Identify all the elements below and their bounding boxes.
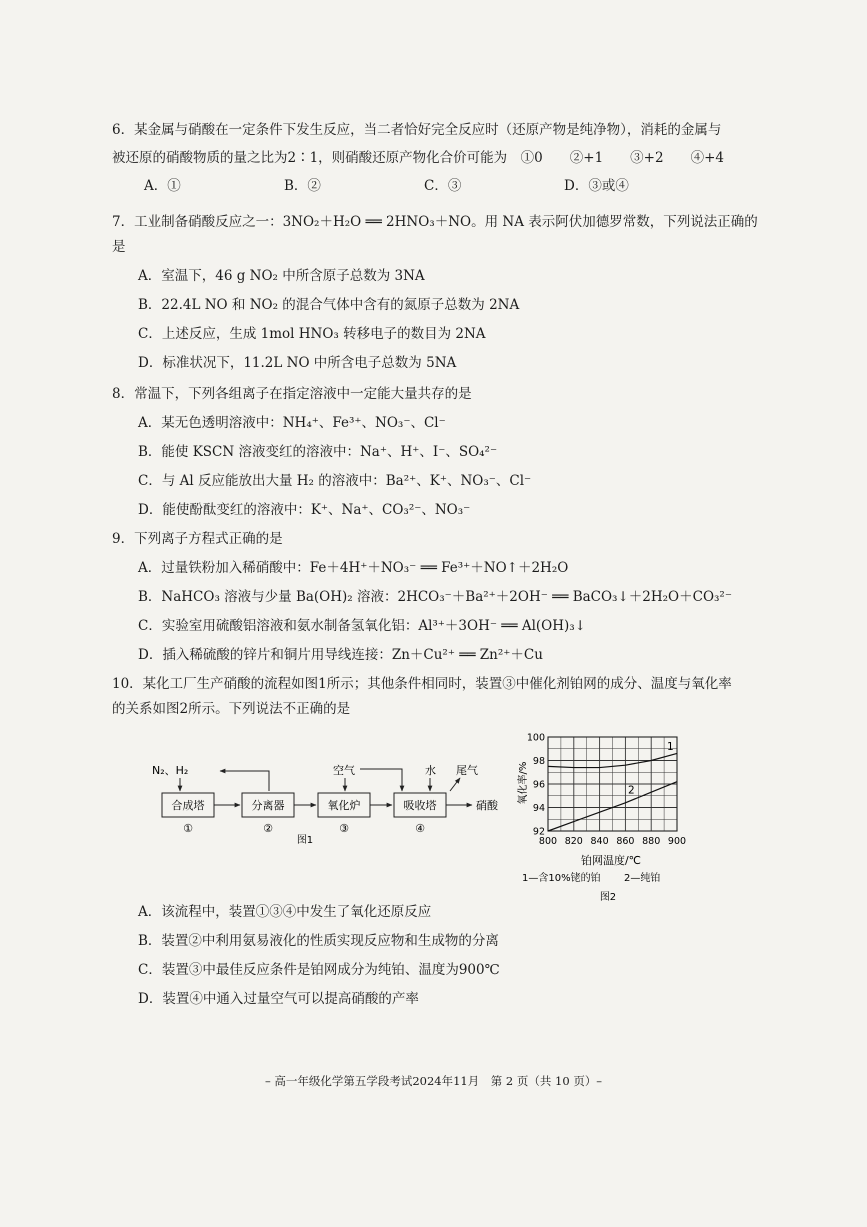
recycle-arrow (220, 771, 269, 791)
q6-options (112, 174, 762, 199)
tail-gas-arrow (450, 778, 460, 791)
page-footer: – 高一年级化学第五学段考试2024年11月 第 2 页（共 10 页）– (264, 1074, 603, 1088)
oxidizer-label: 氧化炉 (327, 799, 361, 812)
q7-stem-line1: 7．工业制备硝酸反应之一：3NO₂＋H₂O ══ 2HNO₃＋NO。用 NA 表示阿伏加德罗常数，下列说法正确的 (112, 214, 758, 230)
chart-x-tick-label: 840 (590, 836, 609, 847)
q10-stem-line2: 的关系如图2所示。下列说法不正确的是 (112, 701, 351, 717)
q7-option-c[interactable]: C．上述反应，生成 1mol HNO₃ 转移电子的数目为 2NA (138, 326, 486, 342)
figure-1-caption: 图1 (296, 835, 314, 846)
synthesis-tower-label: 合成塔 (171, 799, 205, 812)
q9-stem: 9．下列离子方程式正确的是 (112, 531, 283, 547)
q9-option-d[interactable]: D．插入稀硫酸的锌片和铜片用导线连接：Zn＋Cu²⁺ ══ Zn²⁺＋Cu (138, 647, 543, 663)
question-8 (112, 382, 762, 523)
chart-y-tick-label: 96 (532, 779, 545, 791)
chart-x-tick-label: 800 (538, 836, 558, 847)
q6-option-d[interactable]: D．③或④ (564, 178, 629, 194)
q8-option-a[interactable]: A．某无色透明溶液中：NH₄⁺、Fe³⁺、NO₃⁻、Cl⁻ (138, 415, 446, 431)
q10-option-c[interactable]: C．装置③中最佳反应条件是铂网成分为纯铂、温度为900℃ (138, 962, 500, 978)
chart-x-tick-label: 820 (564, 836, 583, 847)
q7-option-d[interactable]: D．标准状况下，11.2L NO 中所含电子总数为 5NA (138, 355, 457, 371)
chart-x-axis-label: 铂网温度/℃ (580, 854, 642, 867)
chart-legend-2: 2—纯铂 (624, 873, 661, 884)
q6-stem-line2: 被还原的硝酸物质的量之比为2∶1，则硝酸还原产物化合价可能为 ①0 ②+1 ③+2 ④+4 (112, 150, 724, 166)
absorber-label: 吸收塔 (403, 799, 437, 812)
q8-stem: 8．常温下，下列各组离子在指定溶液中一定能大量共存的是 (112, 386, 472, 402)
n2h2-label: N₂、H₂ (152, 764, 189, 777)
device-number-4: ④ (415, 822, 425, 835)
question-6 (112, 118, 762, 199)
q10-option-d[interactable]: D．装置④中通入过量空气可以提高硝酸的产率 (138, 991, 419, 1007)
q10-stem-line1: 10．某化工厂生产硝酸的流程如图1所示；其他条件相同时，装置③中催化剂铂网的成分、温度与氧化率 (112, 676, 732, 692)
q8-option-b[interactable]: B．能使 KSCN 溶液变红的溶液中：Na⁺、H⁺、I⁻、SO₄²⁻ (138, 444, 498, 460)
q10-option-b[interactable]: B．装置②中利用氨易液化的性质实现反应物和生成物的分离 (138, 933, 499, 949)
q6-option-b[interactable]: B．② (284, 178, 321, 194)
q6-option-a[interactable]: A．① (144, 178, 181, 194)
chart-y-axis-label: 氧化率/% (518, 761, 529, 805)
figure-2-chart (516, 733, 686, 903)
air-label: 空气 (333, 764, 355, 777)
q7-option-a[interactable]: A．室温下，46 g NO₂ 中所含原子总数为 3NA (138, 268, 425, 284)
chart-x-tick-label: 900 (667, 836, 687, 847)
q7-stem-line2: 是 (112, 239, 126, 255)
chart-y-tick-label: 92 (532, 826, 545, 838)
water-label: 水 (425, 764, 436, 777)
chart-x-tick-label: 860 (616, 836, 635, 847)
chart-series-label-1: 1 (667, 740, 674, 753)
q9-option-c[interactable]: C．实验室用硫酸铝溶液和氨水制备氢氧化铝：Al³⁺＋3OH⁻ ══ Al(OH)₃↓ (138, 618, 586, 634)
q10-option-a[interactable]: A．该流程中，装置①③④中发生了氧化还原反应 (138, 904, 432, 920)
device-number-2: ② (263, 822, 273, 835)
question-10 (112, 672, 762, 722)
tail-gas-label: 尾气 (456, 764, 478, 777)
chart-y-tick-label: 100 (526, 733, 545, 744)
question-9 (112, 527, 762, 668)
device-number-1: ① (183, 822, 193, 835)
device-number-3: ③ (339, 822, 349, 835)
air-to-absorber-arrow (360, 769, 402, 791)
q8-option-d[interactable]: D．能使酚酞变红的溶液中：K⁺、Na⁺、CO₃²⁻、NO₃⁻ (138, 502, 471, 518)
separator-label: 分离器 (251, 799, 285, 812)
question-7 (112, 210, 762, 376)
chart-legend-1: 1—含10%铑的铂 (522, 873, 601, 884)
chart-x-tick-label: 880 (642, 836, 661, 847)
chart-y-tick-label: 94 (532, 803, 545, 814)
q8-option-c[interactable]: C．与 Al 反应能放出大量 H₂ 的溶液中：Ba²⁺、K⁺、NO₃⁻、Cl⁻ (138, 473, 532, 489)
q9-option-b[interactable]: B．NaHCO₃ 溶液与少量 Ba(OH)₂ 溶液：2HCO₃⁻＋Ba²⁺＋2OH⁻ ══ BaCO₃↓＋2H₂O＋CO₃²⁻ (138, 589, 732, 605)
chart-caption: 图2 (599, 892, 617, 903)
q7-option-b[interactable]: B．22.4L NO 和 NO₂ 的混合气体中含有的氮原子总数为 2NA (138, 297, 520, 313)
chart-y-tick-label: 98 (532, 756, 545, 767)
q6-option-c[interactable]: C．③ (424, 178, 462, 194)
q9-option-a[interactable]: A．过量铁粉加入稀硝酸中：Fe＋4H⁺＋NO₃⁻ ══ Fe³⁺＋NO↑＋2H₂O (138, 560, 569, 576)
question-10-options (112, 900, 762, 1012)
q6-stem-line1: 6．某金属与硝酸在一定条件下发生反应，当二者恰好完全反应时（还原产物是纯净物），消耗的金属与 (112, 122, 722, 138)
chart-series-label-2: 2 (627, 784, 635, 797)
product-label: 硝酸 (476, 799, 498, 812)
figure-1-flowchart (152, 763, 499, 846)
figures (150, 733, 740, 908)
